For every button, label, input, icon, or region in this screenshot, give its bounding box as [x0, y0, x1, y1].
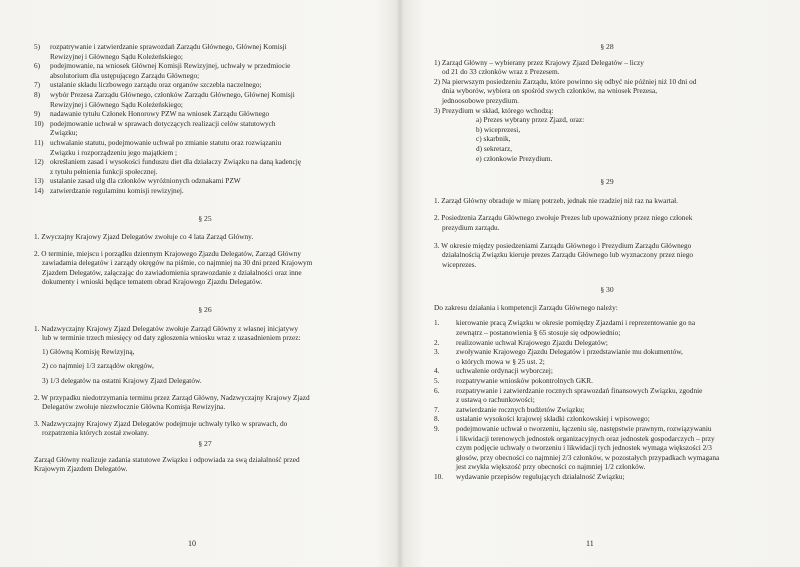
section-26-heading: § 26 — [198, 305, 212, 315]
article-item — [34, 119, 376, 138]
section-28-p3: 3) Prezydium w skład, którego wchodzą: — [434, 105, 554, 115]
item-text-line: zatwierdzanie rocznych budżetów Związku; — [456, 404, 585, 414]
article-item — [34, 90, 376, 109]
item-number: 5. — [434, 376, 440, 386]
section-26-sub-1: 1) Główną Komisję Rewizyjną, — [42, 346, 135, 356]
section-26-p3: 3. Nadzwyczajny Krajowy Zjazd Delegatów podejmuje uchwały tylko w sprawach, do rozpatrzenia których został zwołany. — [34, 418, 288, 438]
competence-item — [434, 424, 780, 472]
page-gutter — [396, 0, 404, 567]
article-item — [34, 138, 376, 157]
item-text — [50, 90, 376, 109]
item-text-line: ustalanie składu liczbowego zarządu oraz organów szczebla naczelnego; — [50, 80, 262, 90]
item-text-line: Rewizyjnej i Głównego Sądu Koleżeńskiego; — [50, 51, 183, 61]
item-text — [456, 405, 780, 415]
section-29-p3: 3. W okresie między posiedzeniami Zarządu Głównego i Prezydium Zarządu Głównego działalnością Związku kieruje prezes Zarządu Głównego lub wyznaczony przez niego wiceprezes. — [434, 240, 694, 269]
item-text — [50, 109, 376, 119]
item-number: 12) — [34, 157, 44, 167]
article-item — [34, 186, 376, 196]
section-28-sub-d: d) sekretarz, — [476, 143, 513, 153]
item-number: 4. — [434, 366, 440, 376]
competence-item — [434, 366, 780, 376]
item-number: 14) — [34, 185, 44, 195]
item-text-line: czym podjęcie uchwały o tworzeniu i likwidacji tych jednostek wymaga większości 2/3 — [456, 443, 712, 453]
item-number: 2. — [434, 337, 440, 347]
page-right — [408, 0, 800, 567]
item-text-line: uchwalenie ordynacji wyborczej; — [456, 366, 553, 376]
item-text-line: Rewizyjnej i Głównego Sądu Koleżeńskiego; — [50, 99, 183, 109]
item-text-line: zatwierdzanie regulaminu komisji rewizyjnej. — [50, 185, 184, 195]
item-text-line: realizowanie uchwał Krajowego Zjazdu Delegatów; — [456, 337, 608, 347]
articles-list-top — [34, 42, 376, 196]
item-number: 5) — [34, 42, 41, 51]
competence-item — [434, 318, 780, 337]
item-text — [456, 366, 780, 376]
section-25-p1: 1. Zwyczajny Krajowy Zjazd Delegatów zwołuje co 4 lata Zarząd Główny. — [34, 232, 254, 242]
item-number: 8. — [434, 414, 440, 424]
item-number: 13) — [34, 176, 44, 186]
article-item — [34, 42, 376, 61]
item-text — [456, 338, 780, 348]
item-text — [456, 414, 780, 424]
item-text — [456, 347, 780, 366]
item-number: 7. — [434, 404, 440, 414]
section-29-p2: 2. Posiedzenia Zarządu Głównego zwołuje Prezes lub upoważniony przez niego członek prezydium zarządu. — [434, 213, 693, 232]
item-text — [50, 61, 376, 80]
item-text-line: podejmowanie uchwał w sprawach dotyczących realizacji celów statutowych — [50, 118, 276, 128]
competence-item — [434, 472, 780, 482]
item-number: 7) — [34, 80, 41, 90]
item-number: 10) — [34, 118, 44, 128]
article-item — [34, 176, 376, 186]
item-number: 6) — [34, 61, 41, 71]
item-text — [456, 424, 780, 472]
section-28-sub-e: e) członkowie Prezydium. — [476, 153, 553, 163]
section-25-p2: 2. O terminie, miejscu i porządku dziennym Krajowego Zjazdu Delegatów, Zarząd Główny zawiadamia delegatów i zarządy okręgów na piśmie, co najmniej na 30 dni przed Krajowym Zjazdem Delegatów, załączając do zawiadomienia sprawozdanie z działalności oraz inne dokumenty i wnioski będące tematem obrad Krajowego Zjazdu Delegatów. — [34, 248, 313, 287]
item-number: 11) — [34, 137, 44, 147]
section-26-p2: 2. W przypadku niedotrzymania terminu przez Zarząd Główny, Nadzwyczajny Krajowy Zjazd Delegatów zwołuje niezwłocznie Główna Komisja Rewizyjna. — [34, 392, 310, 412]
item-number: 9) — [34, 109, 41, 119]
section-30-list — [434, 318, 780, 481]
section-27-p: Zarząd Główny realizuje zadania statutowe Związku i odpowiada za swą działalność przed Krajowym Zjazdem Delegatów. — [34, 454, 300, 474]
item-text-line: o których mowa w § 25 ust. 2; — [456, 356, 545, 366]
item-text-line: zwoływanie Krajowego Zjazdu Delegatów i przedstawianie mu dokumentów, — [456, 347, 683, 357]
item-text-line: głosów, przy obecności co najmniej 2/3 członków, w pozostałych przypadkach wymagana — [456, 452, 720, 462]
section-28-sub-b: b) wiceprezesi, — [476, 124, 521, 134]
item-text-line: Związku; — [50, 128, 78, 138]
competence-item — [434, 376, 780, 386]
item-text-line: Związku i rozporządzeniu jego majątkiem ; — [50, 147, 178, 157]
competence-item — [434, 414, 780, 424]
item-text — [50, 42, 376, 61]
item-text-line: rozpatrywanie wniosków pokontrolnych GKR. — [456, 376, 593, 386]
item-text-line: rozpatrywanie i zatwierdzanie rocznych sprawozdań finansowych Związku, zgodnie — [456, 385, 703, 395]
article-item — [34, 61, 376, 80]
item-text — [456, 318, 780, 337]
article-item — [34, 157, 376, 176]
section-28-sub-a: a) Prezes wybrany przez Zjazd, oraz: — [476, 115, 585, 125]
item-text-line: podejmowanie, na wniosek Głównej Komisji Rewizyjnej, uchwały w przedmiocie — [50, 61, 291, 71]
section-26-sub-2: 2) co najmniej 1/3 zarządów okręgów, — [42, 361, 154, 371]
page-number-right: 11 — [586, 539, 594, 549]
section-30-intro: Do zakresu działania i kompetencji Zarządu Głównego należy: — [434, 302, 618, 312]
page-left — [0, 0, 392, 567]
item-text-line: i likwidacji terenowych jednostek organizacyjnych oraz jednostek gospodarczych – przy — [456, 433, 715, 443]
item-text — [456, 376, 780, 386]
section-28-heading: § 28 — [600, 42, 614, 51]
item-text — [50, 186, 376, 196]
item-text-line: absolutorium dla ustępującego Zarządu Głównego; — [50, 70, 200, 80]
item-text-line: wybór Prezesa Zarządu Głównego, członków Zarządu Głównego, Głównej Komisji — [50, 89, 295, 99]
item-text — [50, 138, 376, 157]
section-26-p1: 1. Nadzwyczajny Krajowy Zjazd Delegatów zwołuje Zarząd Główny z własnej inicjatywy lub w terminie trzech miesięcy od daty zgłoszenia wniosku wraz z uzasadnieniem przez: — [34, 323, 301, 343]
section-28-p1: 1) Zarząd Główny – wybierany przez Krajowy Zjazd Delegatów – liczy od 21 do 33 członków wraz z Prezesem. — [434, 57, 644, 77]
item-number: 3. — [434, 347, 440, 357]
section-28-p2: 2) Na pierwszym posiedzeniu Zarządu, które powinno się odbyć nie później niż 10 dni od dnia wyborów, wybiera on spośród swych członków, na wniosek Prezesa, jednoosobowe prezydium. — [434, 76, 697, 105]
item-text-line: z ustawą o rachunkowości; — [456, 395, 535, 405]
item-text — [50, 176, 376, 186]
article-item — [34, 109, 376, 119]
item-text — [456, 472, 780, 482]
item-text-line: kierowanie pracą Związku w okresie pomiędzy Zjazdami i reprezentowanie go na — [456, 318, 696, 328]
item-text — [50, 157, 376, 176]
item-number: 1. — [434, 318, 440, 328]
competence-item — [434, 338, 780, 348]
item-text-line: ustalanie wysokości krajowej składki członkowskiej i wpisowego; — [456, 414, 650, 424]
item-text-line: z tytułu pełnienia funkcji społecznej. — [50, 166, 158, 176]
section-28-sub-c: c) skarbnik, — [476, 134, 511, 144]
item-text — [50, 80, 376, 90]
competence-item — [434, 386, 780, 405]
section-29-p1: 1. Zarząd Główny obraduje w miarę potrzeb, jednak nie rzadziej niż raz na kwartał. — [434, 195, 678, 205]
item-text-line: podejmowanie uchwał o tworzeniu, łączeniu się, następstwie prawnym, rozwiązywaniu — [456, 424, 712, 433]
item-text-line: ustalanie zasad ulg dla członków wyróżnionych odznakami PZW — [50, 176, 241, 186]
item-number: 6. — [434, 385, 440, 395]
article-item — [34, 80, 376, 90]
item-text-line: zewnątrz – postanowienia § 65 stosuje się odpowiednio; — [456, 328, 621, 338]
item-text-line: rozpatrywanie i zatwierdzanie sprawozdań Zarządu Głównego, Głównej Komisji — [50, 42, 287, 51]
item-number: 8) — [34, 89, 41, 99]
item-text-line: jest zwykła większość przy obecności co najmniej 1/2 członków. — [456, 462, 646, 472]
section-27-heading: § 27 — [198, 439, 212, 448]
item-text — [50, 119, 376, 138]
item-number: 10. — [434, 471, 444, 481]
item-text-line: nadawanie tytułu Członek Honorowy PZW na wniosek Zarządu Głównego — [50, 109, 270, 119]
section-26-sub-3: 3) 1/3 delegatów na ostatni Krajowy Zjazd Delegatów. — [42, 376, 202, 386]
item-number: 9. — [434, 424, 440, 433]
competence-item — [434, 405, 780, 415]
section-25-heading: § 25 — [198, 213, 212, 223]
competence-item — [434, 347, 780, 366]
item-text-line: wydawanie przepisów regulujących działalność Związku; — [456, 471, 625, 481]
item-text-line: uchwalanie statutu, podejmowanie uchwał po zmianie statutu oraz rozwiązaniu — [50, 137, 282, 147]
item-text — [456, 386, 780, 405]
item-text-line: określaniem zasad i wysokości funduszu diet dla działaczy Związku na daną kadencję — [50, 157, 302, 167]
page-number-left: 10 — [188, 539, 196, 549]
section-30-heading: § 30 — [600, 285, 614, 295]
section-29-heading: § 29 — [600, 177, 614, 187]
